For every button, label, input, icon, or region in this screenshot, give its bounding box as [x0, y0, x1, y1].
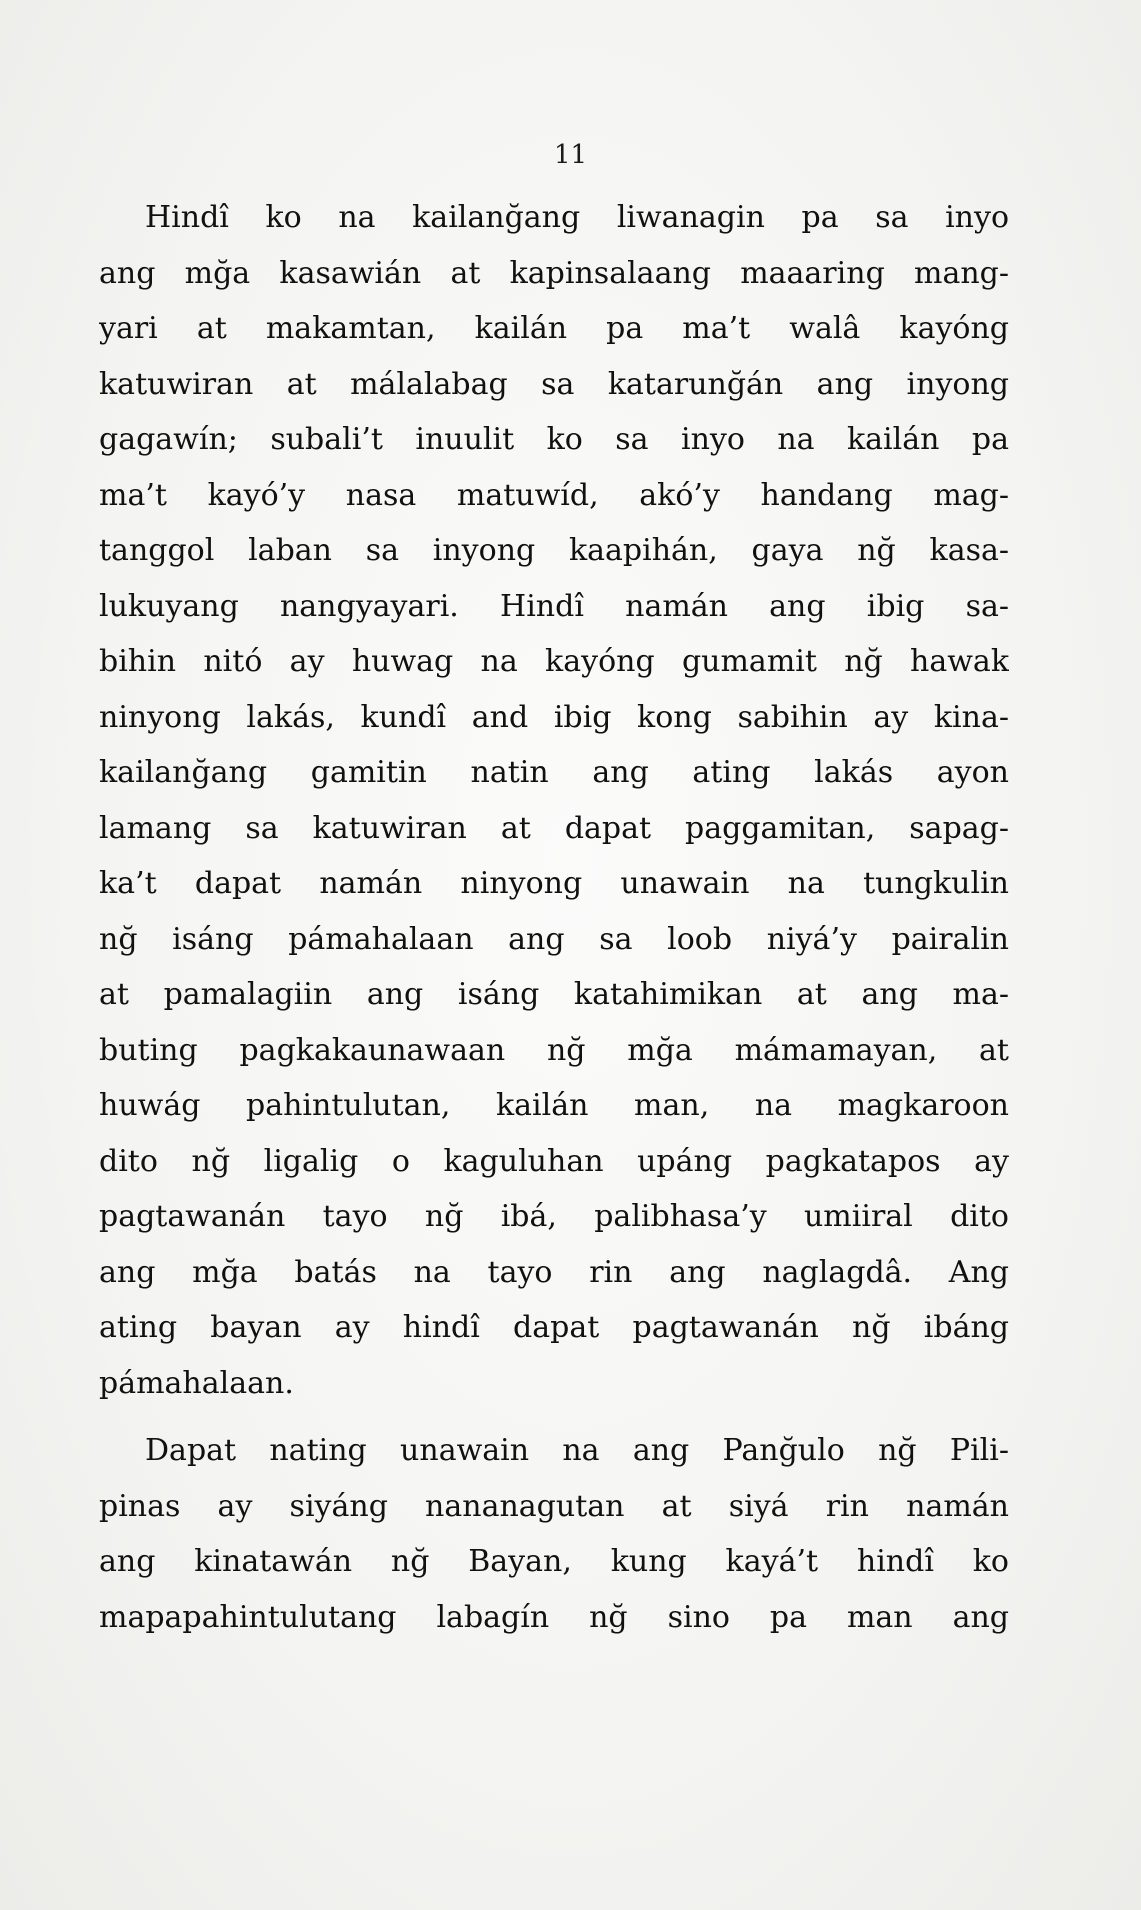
- text-line: buting pagkakaunawaan nğ mğa mámamayan, at: [99, 1032, 1009, 1068]
- text-line: pinas ay siyáng nananagutan at siyá rin namán: [99, 1488, 1009, 1524]
- text-line: Hindî ko na kailanğang liwanagin pa sa inyo: [145, 200, 1009, 235]
- text-line: ang kinatawán nğ Bayan, kung kayá’t hindî ko: [99, 1544, 1009, 1579]
- text-line: gagawín; subali’t inuulit ko sa inyo na kailán pa: [99, 422, 1009, 457]
- text-line: katuwiran at málalabag sa katarunğán ang inyong: [99, 366, 1009, 402]
- text-line: at pamalagiin ang isáng katahimikan at ang ma-: [99, 977, 1009, 1012]
- text-line: pámahalaan.: [99, 1365, 294, 1401]
- text-line: nğ isáng pámahalaan ang sa loob niyá’y pairalin: [99, 921, 1009, 957]
- text-line: Dapat nating unawain na ang Panğulo nğ Pili-: [145, 1433, 1009, 1468]
- page-number: 11: [553, 140, 588, 170]
- text-line: ma’t kayó’y nasa matuwíd, akó’y handang mag-: [99, 477, 1009, 513]
- text-line: ang mğa batás na tayo rin ang naglagdâ. Ang: [99, 1254, 1009, 1290]
- text-line: ating bayan ay hindî dapat pagtawanán nğ ibáng: [99, 1310, 1009, 1345]
- text-line: pagtawanán tayo nğ ibá, palibhasa’y umiiral dito: [99, 1199, 1009, 1234]
- text-line: ang mğa kasawián at kapinsalaang maaaring mang-: [99, 255, 1009, 291]
- text-line: ka’t dapat namán ninyong unawain na tungkulin: [99, 866, 1009, 901]
- text-line: dito nğ ligalig o kaguluhan upáng pagkatapos ay: [99, 1143, 1009, 1179]
- text-line: lamang sa katuwiran at dapat paggamitan, sapag-: [99, 810, 1009, 846]
- text-line: lukuyang nangyayari. Hindî namán ang ibig sa-: [99, 588, 1009, 624]
- text-line: bihin nitó ay huwag na kayóng gumamit nğ hawak: [99, 644, 1009, 679]
- paragraph-1: [99, 190, 1009, 1411]
- text-line: huwág pahintulutan, kailán man, na magkaroon: [99, 1088, 1009, 1123]
- text-line: mapapahintulutang labagín nğ sino pa man ang: [99, 1599, 1009, 1635]
- body-text: [99, 190, 1009, 1645]
- paragraph-2: [99, 1423, 1009, 1645]
- text-line: kailanğang gamitin natin ang ating lakás ayon: [99, 755, 1009, 790]
- text-line: yari at makamtan, kailán pa ma’t walâ kayóng: [99, 311, 1009, 346]
- text-line: tanggol laban sa inyong kaapihán, gaya nğ kasa-: [99, 533, 1009, 568]
- paragraph-gap: [99, 1411, 1009, 1423]
- text-line: ninyong lakás, kundî and ibig kong sabihin ay kina-: [99, 699, 1009, 735]
